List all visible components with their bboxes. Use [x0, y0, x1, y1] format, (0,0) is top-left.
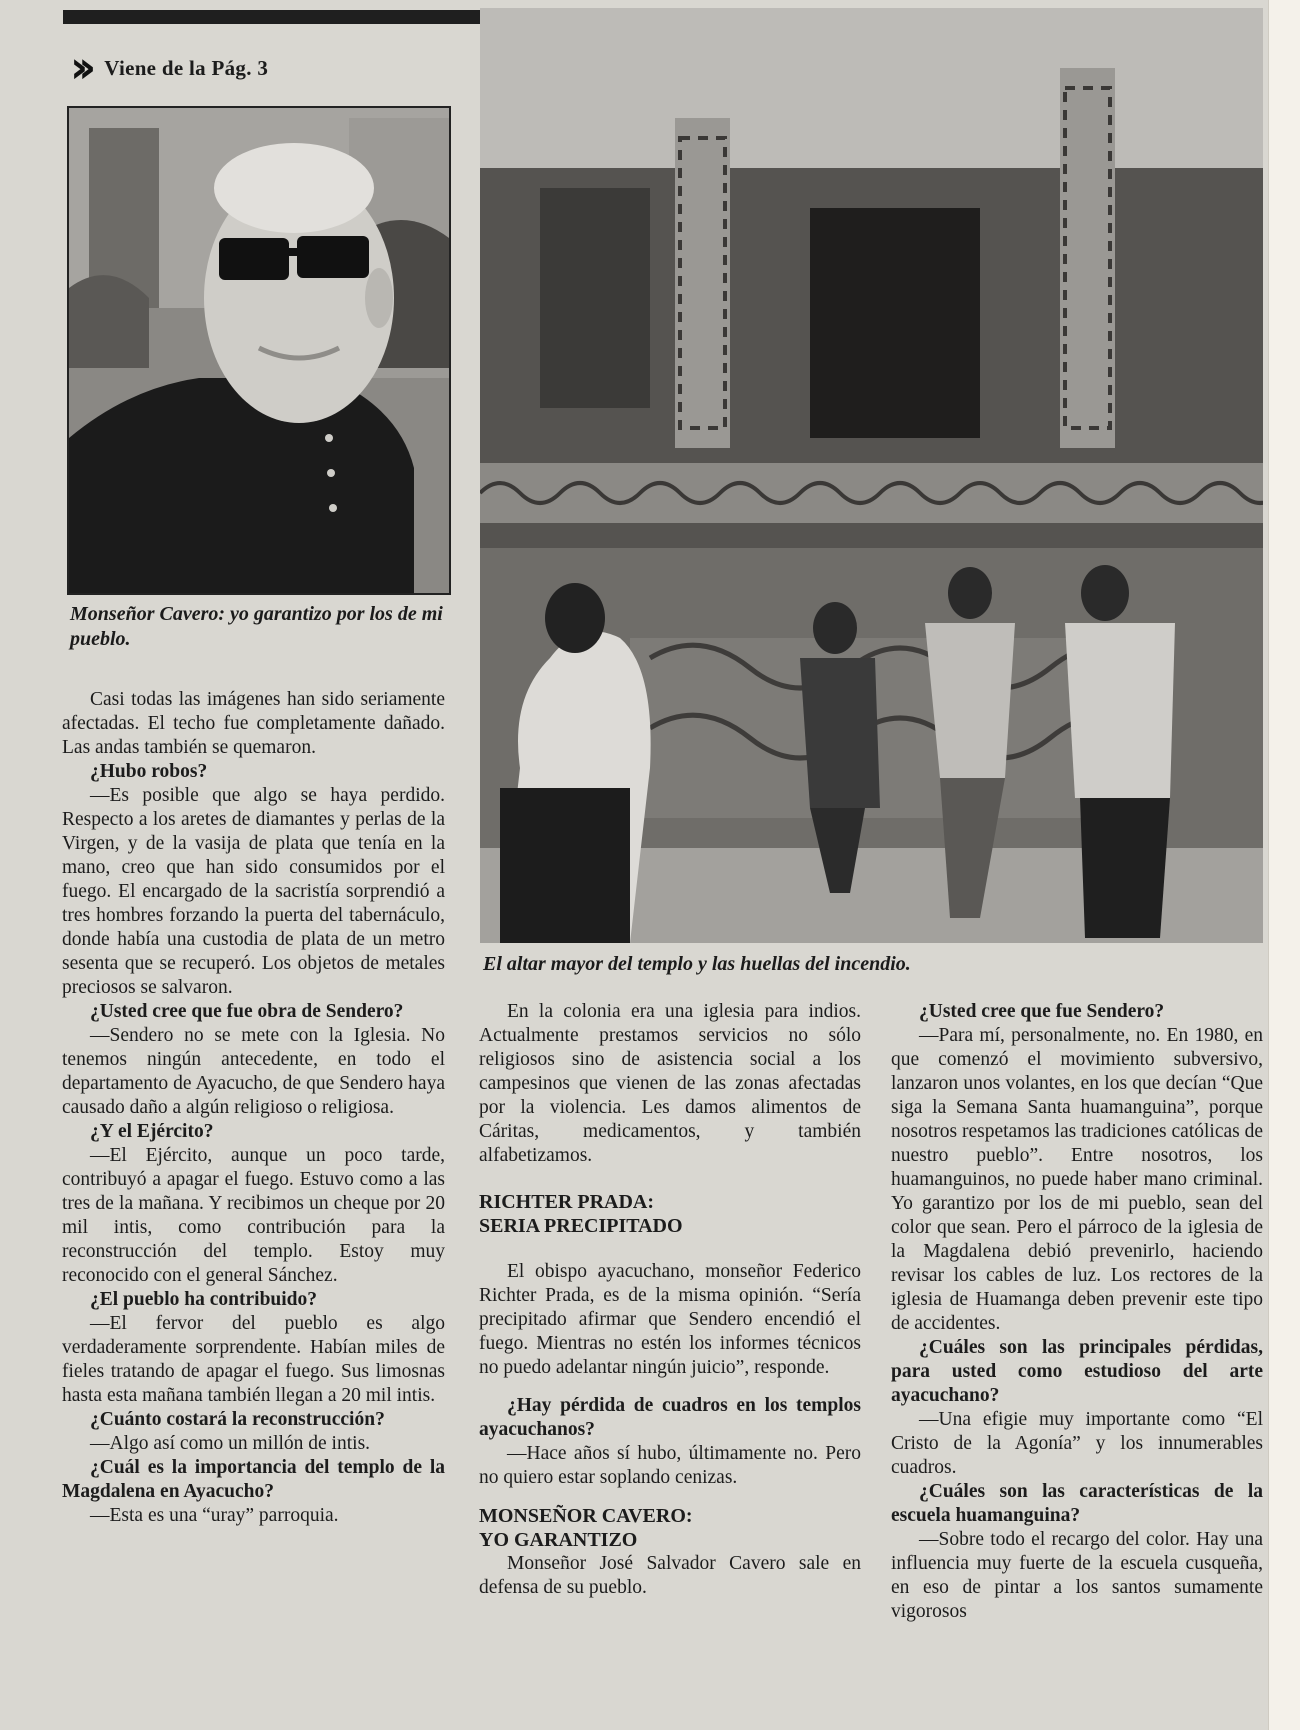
- paragraph: En la colonia era una iglesia para indios. Actualmente prestamos servicios no sólo religiosos sino de asistencia social a los campesinos que vienen de las zonas afectadas por la violencia. Les damos alimentos de Cáritas, medicamentos, y también alfabetizamos.: [479, 1001, 861, 1166]
- page-margin: [1268, 0, 1300, 1730]
- interview-question: ¿Y el Ejército?: [90, 1121, 214, 1142]
- subheading: MONSEÑOR CAVERO:: [479, 1505, 693, 1527]
- continued-from-text: Viene de la Pág. 3: [104, 55, 269, 80]
- spacer: [479, 1168, 861, 1190]
- interview-answer: —Una efigie muy importante como “El Cristo de la Agonía” y los innumerables cuadros.: [891, 1409, 1263, 1478]
- interview-question: ¿Cuáles son las principales pérdidas, para usted como estudioso del arte ayacuchano?: [891, 1337, 1263, 1406]
- continued-from-marker: [70, 42, 269, 93]
- portrait-caption: Monseñor Cavero: yo garantizo por los de mi pueblo.: [70, 603, 443, 650]
- spacer: [479, 1380, 861, 1394]
- interview-answer: —Hace años sí hubo, últimamente no. Pero no quiero estar soplando cenizas.: [479, 1443, 861, 1488]
- portrait-photo: [67, 106, 451, 595]
- double-chevron-icon: ››: [70, 42, 87, 93]
- interview-question: ¿Hay pérdida de cuadros en los templos ayacuchanos?: [479, 1395, 861, 1440]
- interview-question: ¿Hubo robos?: [90, 761, 208, 782]
- article-column-3: [891, 1000, 1263, 1708]
- interview-answer: —El Ejército, aunque un poco tarde, contribuyó a apagar el fuego. Estuvo como a las tres de la mañana. Y recibimos un cheque por 20 mil intis, como contribución para la reconstrucción del templo. Estoy muy reconocido con el general Sánchez.: [62, 1145, 445, 1286]
- paragraph: Monseñor José Salvador Cavero sale en defensa de su pueblo.: [479, 1553, 861, 1598]
- interview-answer: —Algo así como un millón de intis.: [90, 1433, 371, 1454]
- interview-question: ¿Cuál es la importancia del templo de la Magdalena en Ayacucho?: [62, 1457, 445, 1502]
- interview-answer: —Esta es una “uray” parroquia.: [90, 1505, 339, 1526]
- article-column-2: [479, 1000, 861, 1708]
- interview-question: ¿Cuáles son las características de la escuela huamanguina?: [891, 1481, 1263, 1526]
- interview-answer: —Para mí, personalmente, no. En 1980, en que comenzó el movimiento subversivo, lanzaron unos volantes, en los que decían “Que siga la Semana Santa huamanguina”, porque nosotros respetamos las tradiciones católicas de nuestro pueblo”. Entre nosotros, los huamanguinos, no puede haber mano criminal. Yo garantizo por los de mi pueblo, sean del color que sean. Pero el párroco de la iglesia de la Magdalena debió prevenirlo, haciendo revisar los cables de luz. Los rectores de la iglesia de Huamanga deben prevenir este tipo de accidentes.: [891, 1025, 1263, 1334]
- interview-question: ¿Usted cree que fue Sendero?: [919, 1001, 1165, 1022]
- interview-question: ¿El pueblo ha contribuido?: [90, 1289, 318, 1310]
- article-column-1: [62, 688, 445, 1708]
- interview-question: ¿Cuánto costará la reconstrucción?: [90, 1409, 385, 1430]
- interview-answer: —El fervor del pueblo es algo verdaderamente sorprendente. Habían miles de fieles tratando de apagar el fuego. Sus limosnas hasta esta mañana también llegan a 20 mil intis.: [62, 1313, 445, 1406]
- paragraph: El obispo ayacuchano, monseñor Federico Richter Prada, es de la misma opinión. “Sería precipitado afirmar que Sendero encendió el fuego. Mientras no estén los informes técnicos no puedo adelantar ningún juicio”, responde.: [479, 1261, 861, 1378]
- subheading: SERIA PRECIPITADO: [479, 1215, 683, 1237]
- paragraph: Casi todas las imágenes han sido seriamente afectadas. El techo fue completamente dañado. Las andas también se quemaron.: [62, 689, 445, 758]
- altar-caption: El altar mayor del templo y las huellas del incendio.: [483, 953, 911, 975]
- interview-answer: —Es posible que algo se haya perdido. Respecto a los aretes de diamantes y perlas de la Virgen, y de la vasija de plata que tenía en la mano, creo que han sido consumidos por el fuego. El encargado de la sacristía sorprendió a tres hombres forzando la puerta del tabernáculo, donde había una custodia de plata de un metro sesenta que se recuperó. Los objetos de metales preciosos se salvaron.: [62, 785, 445, 998]
- spacer: [479, 1238, 861, 1260]
- interview-answer: —Sobre todo el recargo del color. Hay una influencia muy fuerte de la escuela cusqueña, en eso de pintar a los santos sumamente vigorosos: [891, 1529, 1263, 1622]
- interview-answer: —Sendero no se mete con la Iglesia. No tenemos ningún antecedente, en todo el departamento de Ayacucho, de que Sendero haya causado daño a algún religioso o religiosa.: [62, 1025, 445, 1118]
- subheading: RICHTER PRADA:: [479, 1191, 654, 1213]
- altar-photo: [480, 8, 1263, 943]
- spacer: [479, 1490, 861, 1504]
- subheading: YO GARANTIZO: [479, 1529, 638, 1551]
- top-rule: [63, 10, 480, 24]
- interview-question: ¿Usted cree que fue obra de Sendero?: [90, 1001, 404, 1022]
